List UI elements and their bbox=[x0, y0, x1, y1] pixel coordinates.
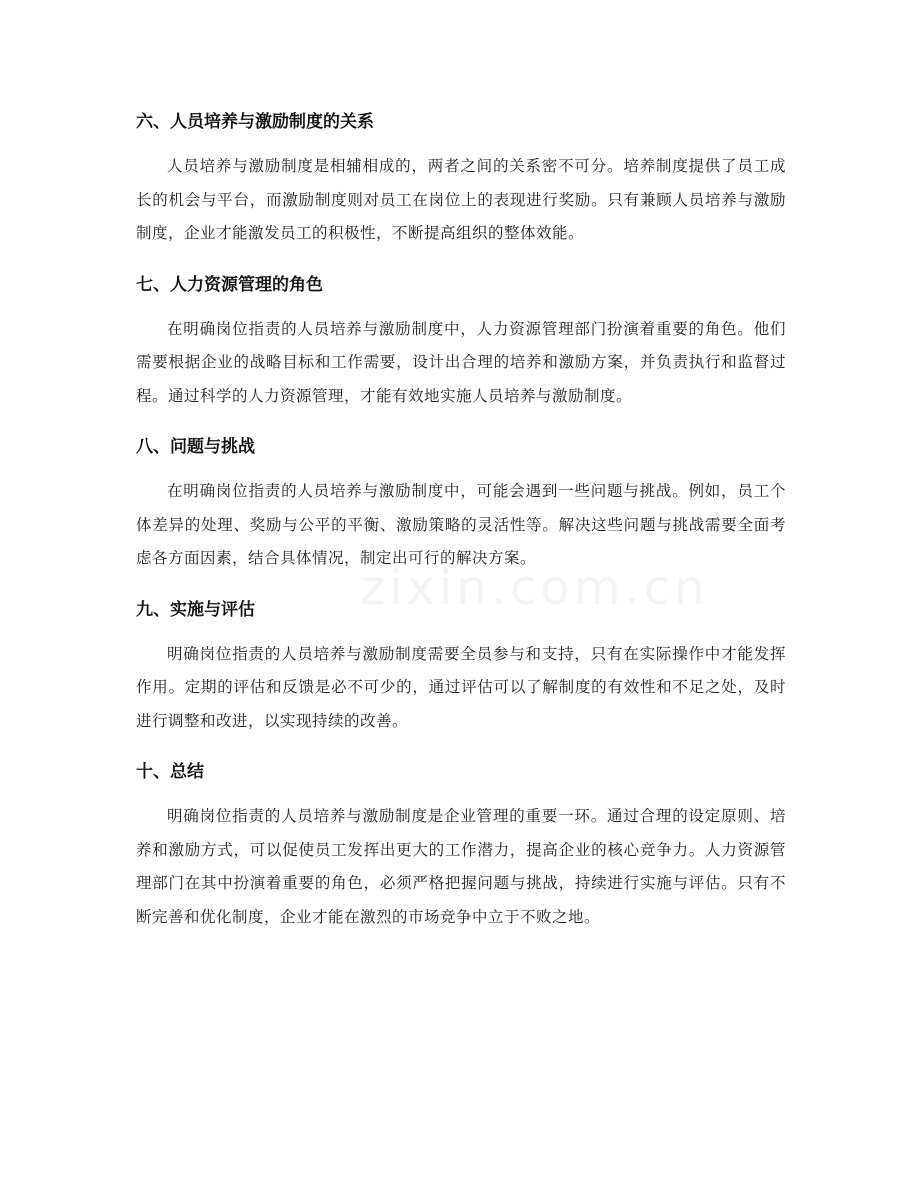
section-6 bbox=[136, 108, 786, 251]
section-title: 九、实施与评估 bbox=[136, 599, 255, 620]
section-title: 八、问题与挑战 bbox=[136, 437, 255, 457]
section-9 bbox=[136, 596, 786, 739]
watermark: zixin.com.cn bbox=[360, 560, 709, 616]
section-title: 六、人员培养与激励制度的关系 bbox=[136, 112, 374, 132]
section-paragraph: 人员培养与激励制度是相辅相成的，两者之间的关系密不可分。培养制度提供了员工成长的机会与平台，而激励制度则对员工在岗位上的表现进行奖励。只有兼顾人员培养与激励制度，企业才能激发员工的积极性，不断提高组织的整体效能。 bbox=[136, 157, 786, 242]
section-title: 十、总结 bbox=[136, 762, 204, 782]
section-8 bbox=[136, 433, 786, 576]
section-10 bbox=[136, 758, 786, 934]
document-content bbox=[136, 108, 786, 954]
section-paragraph: 明确岗位指责的人员培养与激励制度需要全员参与和支持，只有在实际操作中才能发挥作用。定期的评估和反馈是必不可少的，通过评估可以了解制度的有效性和不足之处，及时进行调整和改进，以实现持续的改善。 bbox=[136, 644, 786, 730]
section-paragraph: 明确岗位指责的人员培养与激励制度是企业管理的重要一环。通过合理的设定原则、培养和激励方式，可以促使员工发挥出更大的工作潜力，提高企业的核心竞争力。人力资源管理部门在其中扮演着重要的角色，必须严格把握问题与挑战，持续进行实施与评估。只有不断完善和优化制度，企业才能在激烈的市场竞争中立于不败之地。 bbox=[136, 807, 786, 926]
section-title: 七、人力资源管理的角色 bbox=[136, 274, 323, 295]
section-paragraph: 在明确岗位指责的人员培养与激励制度中，可能会遇到一些问题与挑战。例如，员工个体差异的处理、奖励与公平的平衡、激励策略的灵活性等。解决这些问题与挑战需要全面考虑各方面因素，结合具体情况，制定出可行的解决方案。 bbox=[136, 482, 786, 567]
section-paragraph: 在明确岗位指责的人员培养与激励制度中，人力资源管理部门扮演着重要的角色。他们需要根据企业的战略目标和工作需要，设计出合理的培养和激励方案，并负责执行和监督过程。通过科学的人力资源管理，才能有效地实施人员培养与激励制度。 bbox=[136, 319, 786, 405]
section-7 bbox=[136, 271, 786, 414]
